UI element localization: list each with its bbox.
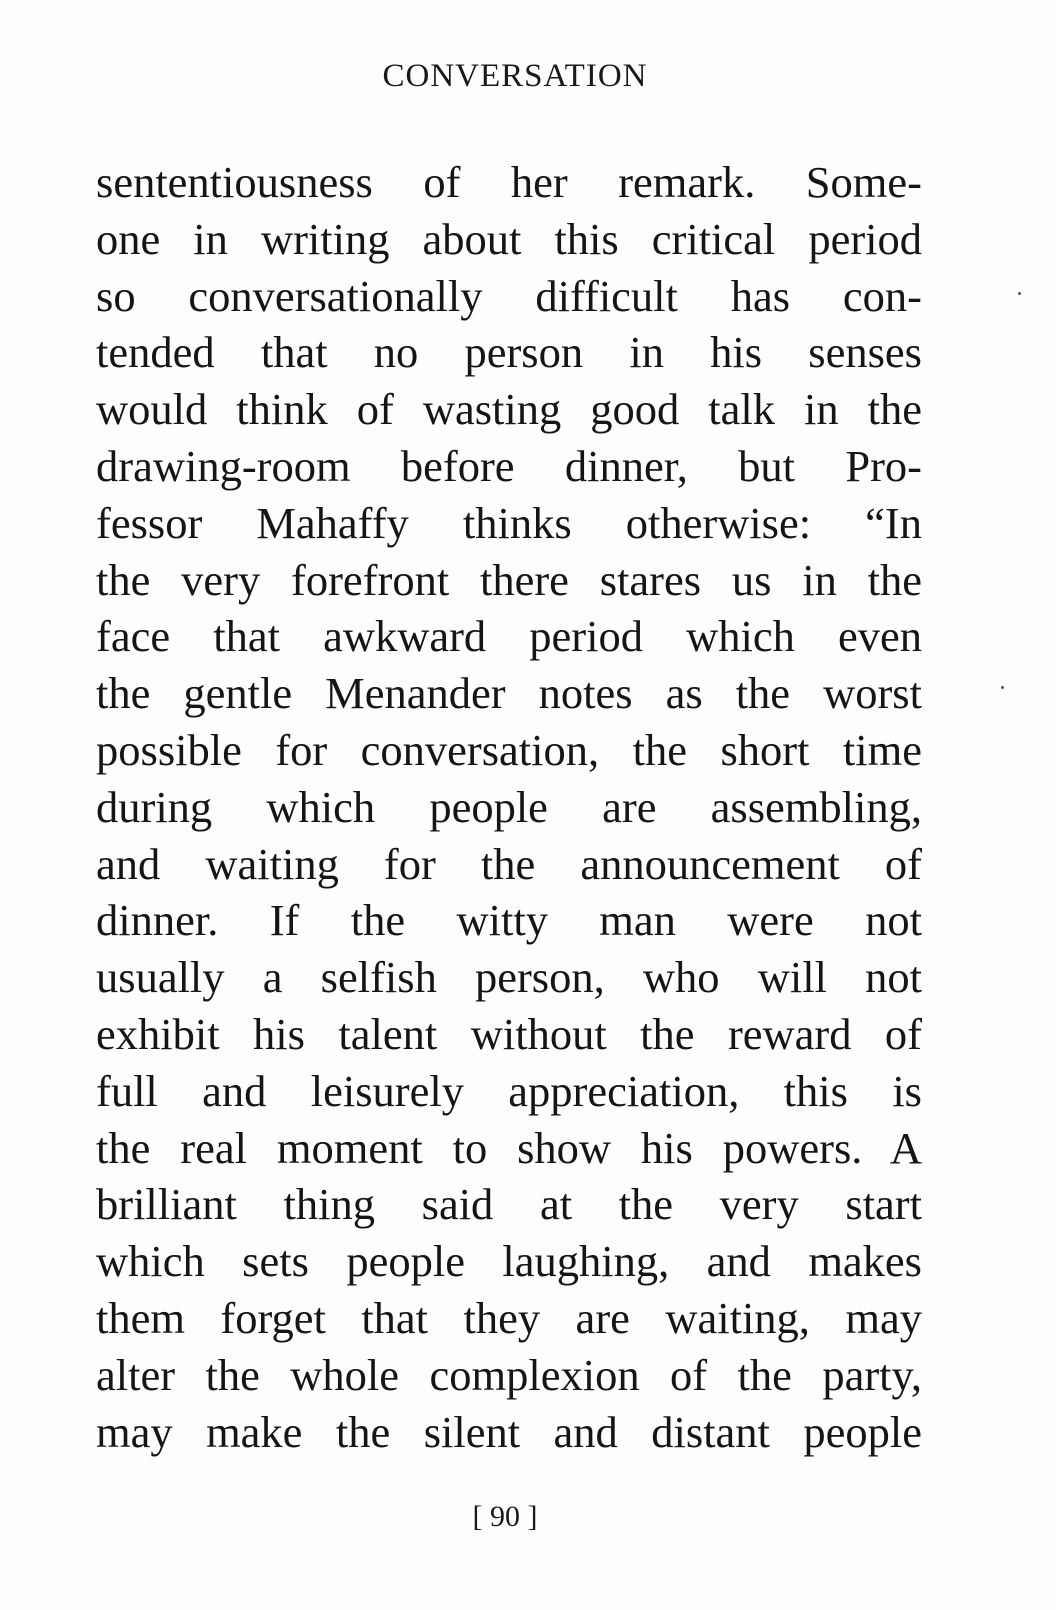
text-line: would think of wasting good talk in the <box>96 384 922 435</box>
running-head: CONVERSATION <box>382 58 648 94</box>
text-line: the very forefront there stares us in the <box>96 554 922 605</box>
text-line: face that awkward period which even <box>96 611 922 662</box>
text-line: and waiting for the announcement of <box>96 838 922 889</box>
text-line: fessor Mahaffy thinks otherwise: “In <box>96 497 922 548</box>
text-line: alter the whole complexion of the party, <box>96 1349 922 1400</box>
text-line: usually a selfish person, who will not <box>96 952 922 1003</box>
text-line: the real moment to show his powers. A <box>96 1122 922 1173</box>
text-line: brilliant thing said at the very start <box>96 1179 922 1230</box>
text-line: one in writing about this critical period <box>96 213 922 264</box>
text-line: exhibit his talent without the reward of <box>96 1008 922 1059</box>
paper-speck <box>1001 686 1004 689</box>
text-line: which sets people laughing, and makes <box>96 1236 922 1287</box>
body-text <box>96 154 922 1460</box>
text-line: them forget that they are waiting, may <box>96 1292 922 1343</box>
text-line: drawing-room before dinner, but Pro- <box>96 440 922 491</box>
text-line: may make the silent and distant people <box>96 1406 922 1457</box>
text-line: so conversationally difficult has con- <box>96 270 922 321</box>
text-line: during which people are assembling, <box>96 781 922 832</box>
text-line: full and leisurely appreciation, this is <box>96 1065 922 1116</box>
paper-speck <box>1018 292 1021 295</box>
text-line: the gentle Menander notes as the worst <box>96 668 922 719</box>
text-line: sententiousness of her remark. Some- <box>96 157 922 207</box>
text-line: tended that no person in his senses <box>96 327 922 378</box>
text-line: possible for conversation, the short time <box>96 724 922 775</box>
text-line: dinner. If the witty man were not <box>96 895 922 946</box>
page-number: [ 90 ] <box>472 1500 538 1533</box>
